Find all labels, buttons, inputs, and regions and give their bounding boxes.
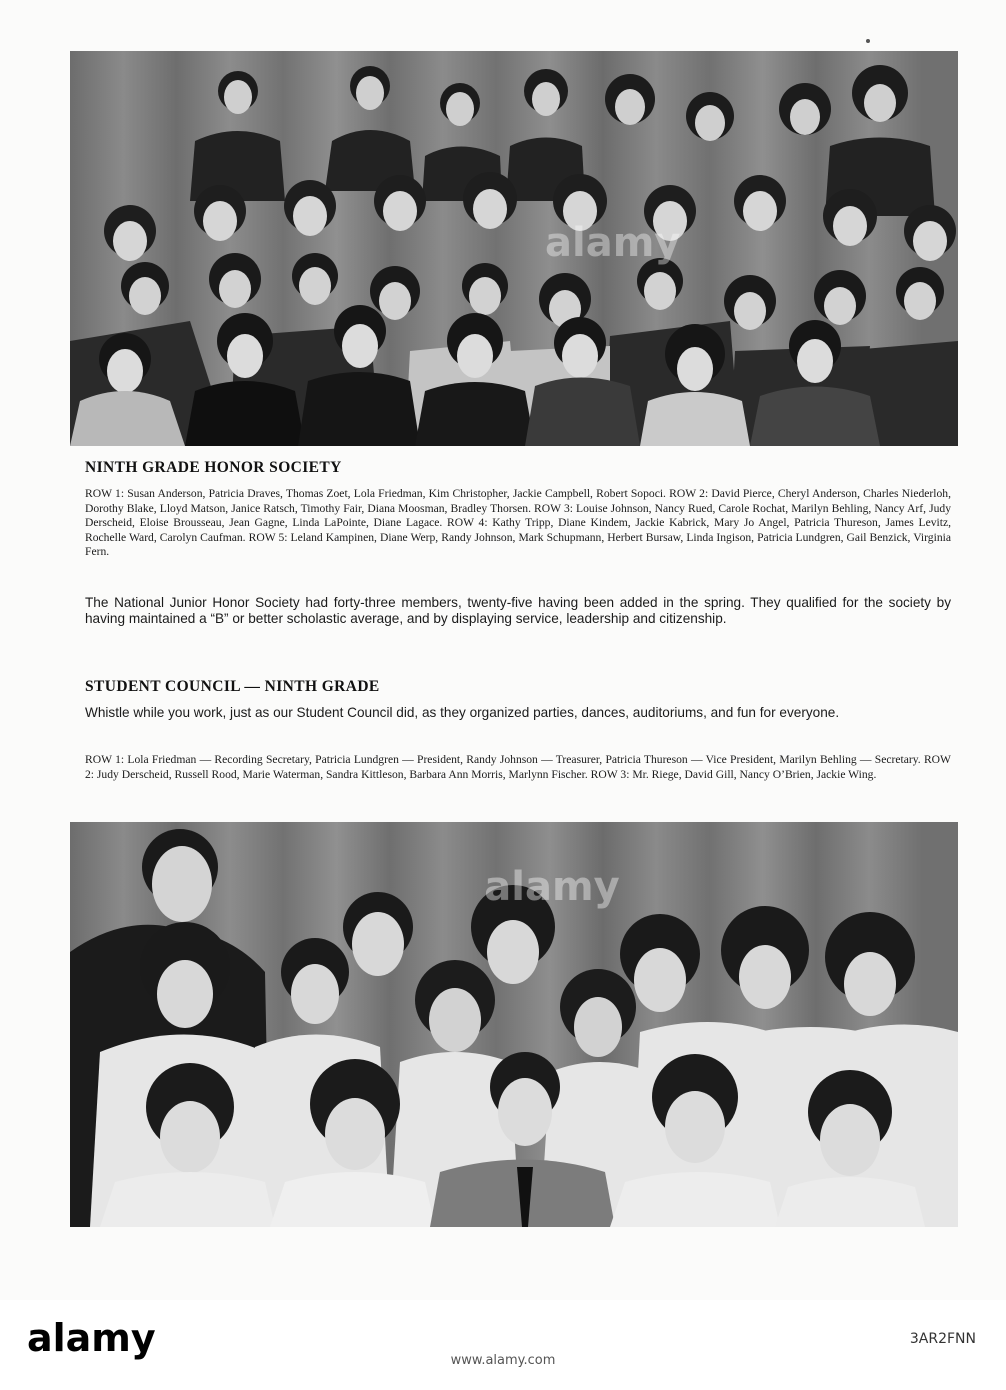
print-speck (866, 39, 870, 43)
student-council-roster-caption: ROW 1: Lola Friedman — Recording Secretary, Patricia Lundgren — President, Randy Johnson — Treasurer, Patricia Thureson — Vice President, Marilyn Behling — Secretary. ROW 2: Judy Derscheid, Russell Rood, Marie Waterman, Sandra Kittleson, Barbara Ann Morris, Marlynn Fischer. ROW 3: Mr. Riege, David Gill, Nancy O’Brien, Jackie Wing. (85, 753, 951, 781)
photo-watermark-logo-bottom: alamy (484, 864, 620, 910)
honor-society-description: The National Junior Honor Society had forty-three members, twenty-five having been added in the spring. They qualified for the society by having maintained a “B” or better scholastic average, and by displaying service, leadership and citizenship. (85, 595, 951, 626)
student-council-description: Whistle while you work, just as our Student Council did, as they organized parties, dances, auditoriums, and fun for everyone. (85, 705, 840, 720)
watermark-url: www.alamy.com (450, 1353, 556, 1368)
honor-society-photo-illustration (70, 51, 958, 446)
alamy-logo: alamy (27, 1316, 156, 1360)
student-council-heading: STUDENT COUNCIL — NINTH GRADE (85, 678, 380, 695)
honor-society-heading: NINTH GRADE HONOR SOCIETY (85, 459, 342, 476)
student-council-group-photo (70, 822, 958, 1227)
honor-society-roster-caption: ROW 1: Susan Anderson, Patricia Draves, Thomas Zoet, Lola Friedman, Kim Christopher, Jackie Campbell, Robert Sopoci. ROW 2: David Pierce, Cheryl Anderson, Charles Niederloh, Dorothy Blake, Lloyd Matson, Janice Ratsch, Timothy Fair, Diana Moosman, Bradley Thorsen. ROW 3: Louise Johnson, Nancy Rued, Carole Rochat, Marilyn Behling, Nancy Arf, Judy Derscheid, Eloise Brousseau, Jean Gagne, Linda LaPointe, Diane Lagace. ROW 4: Kathy Tripp, Diane Kindem, Jackie Kabrick, Mary Jo Angel, Patricia Thureson, James Levitz, Rochelle Ward, Carolyn Caufman. ROW 5: Leland Kampinen, Diane Werp, Randy Johnson, Mark Schupmann, Herbert Bursaw, Linda Ingison, Patricia Lundgren, Gail Benzick, Virginia Fern. (85, 487, 951, 559)
student-council-photo-illustration (70, 822, 958, 1227)
photo-watermark-logo: alamy (545, 220, 681, 266)
image-id-label: 3AR2FNN (909, 1331, 976, 1347)
honor-society-group-photo (70, 51, 958, 446)
